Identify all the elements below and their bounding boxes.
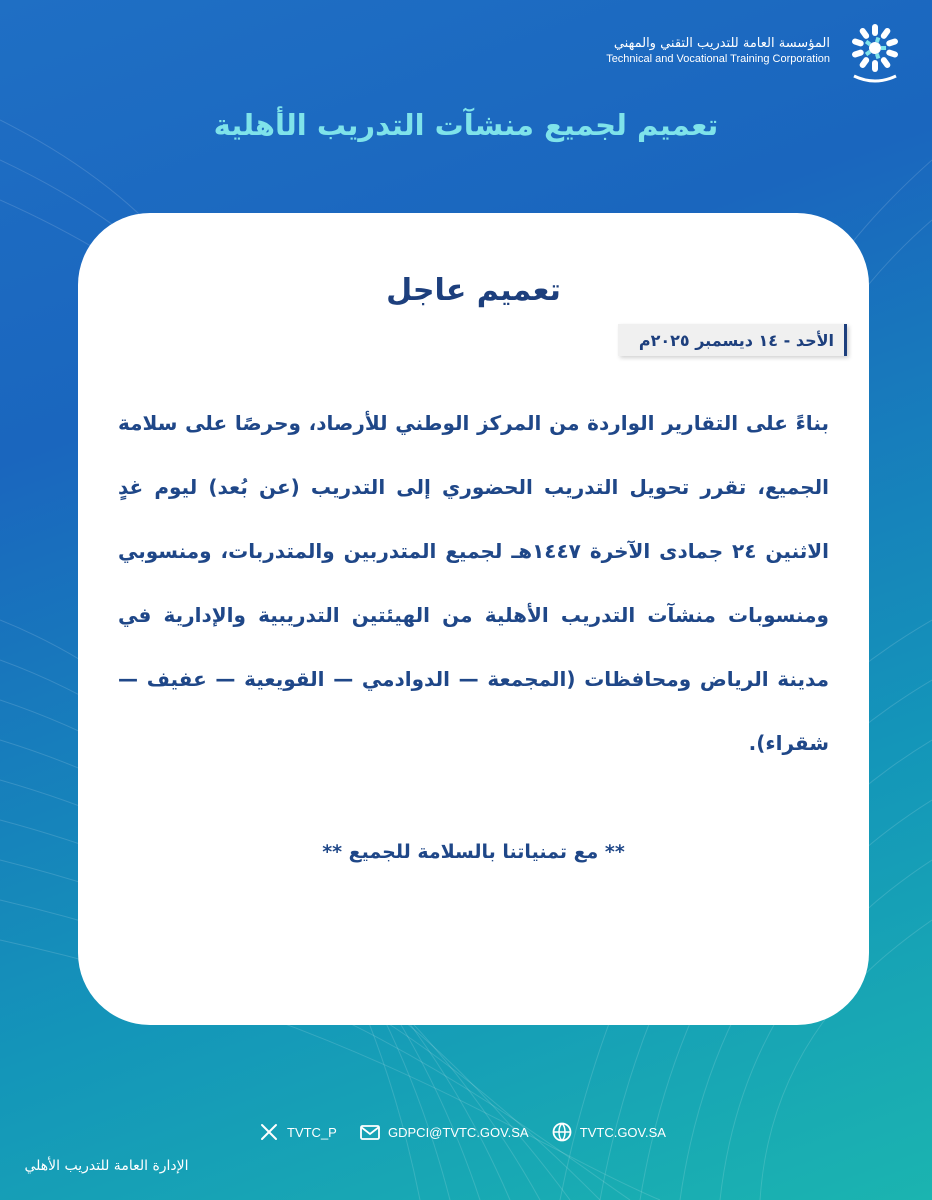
email-link[interactable] [359, 1121, 529, 1143]
twitter-handle: TVTC_P [287, 1124, 337, 1140]
notice-card [78, 213, 869, 1025]
footer-contacts [252, 1112, 672, 1152]
twitter-link[interactable] [258, 1121, 337, 1143]
notice-heading: تعميم عاجل [386, 273, 561, 308]
org-name-english: Technical and Vocational Training Corporation [606, 53, 830, 65]
x-icon [258, 1121, 280, 1143]
tvtc-logo-icon [840, 18, 910, 84]
notice-body: بناءً على التقارير الواردة من المركز الوطني للأرصاد، وحرصًا على سلامة الجميع، تقرر تحويل التدريب الحضوري إلى التدريب (عن بُعد) ليوم غدٍ الاثنين ٢٤ جمادى الآخرة ١٤٤٧هـ لجميع المتدربين والمتدربات، ومنسوبي ومنسوبات منشآت التدريب الأهلية من الهيئتين التدريبية والإدارية في مدينة الرياض ومحافظات (المجمعة — الدوادمي — القويعية — عفيف — شقراء). [118, 411, 829, 755]
department-name: الإدارة العامة للتدريب الأهلي [24, 1158, 189, 1174]
notice-date: الأحد - ١٤ ديسمبر ٢٠٢٥م [638, 330, 834, 350]
org-name [606, 36, 830, 66]
banner-title: تعميم لجميع منشآت التدريب الأهلية [213, 108, 719, 142]
header-logo [606, 18, 910, 84]
website-link[interactable] [551, 1121, 666, 1143]
email-address: GDPCI@TVTC.GOV.SA [388, 1124, 529, 1140]
globe-icon [551, 1121, 573, 1143]
org-name-arabic: المؤسسة العامة للتدريب التقني والمهني [613, 36, 830, 51]
date-tag [618, 324, 847, 356]
website-url: TVTC.GOV.SA [579, 1124, 666, 1140]
closing-note: ** مع تمنياتنا بالسلامة للجميع ** [322, 841, 625, 863]
email-icon [359, 1121, 381, 1143]
